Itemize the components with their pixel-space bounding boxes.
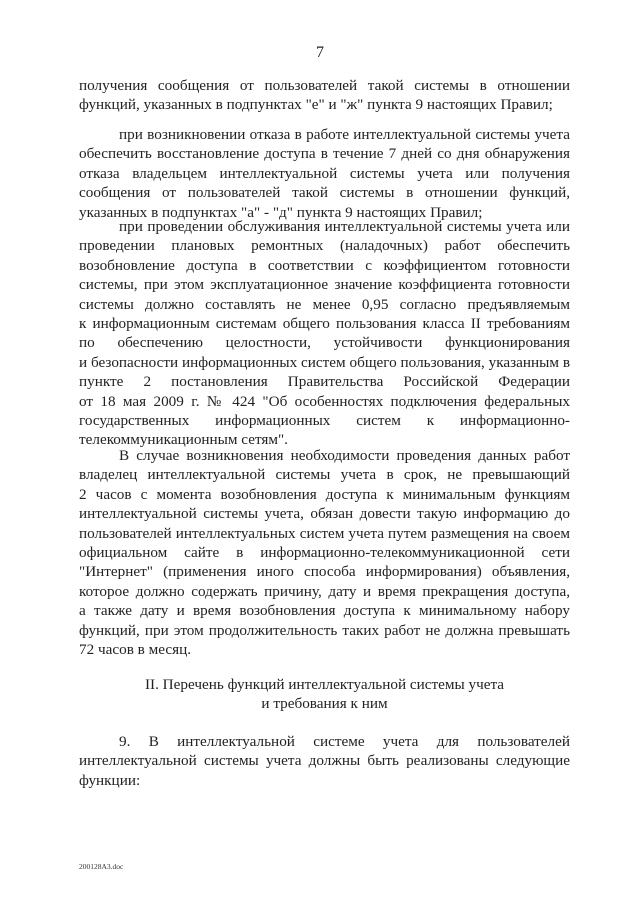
text-line: В случае возникновения необходимости проведения данных работ [119,447,570,464]
heading-line: II. Перечень функций интеллектуальной системы учета [144,676,505,693]
text-line: и безопасности информационных систем общего пользования, указанным в [79,353,570,371]
text-line: при проведении обслуживания интеллектуальной системы учета или [119,218,570,235]
text-line: по обеспечению целостности, устойчивости функционирования [79,334,570,352]
text-line: получения сообщения от пользователей такой системы в отношении [79,77,570,94]
text-line: от 18 мая 2009 г. № 424 "Об особенностях подключения федеральных [79,392,570,410]
text-line: интеллектуальной системы учета, обязан довести такую информацию до [79,505,570,523]
text-line: к информационным системам общего пользования класса II требованиям [79,314,570,332]
text-line: возобновление доступа в соответствии с коэффициентом готовности [79,256,570,274]
page-number: 7 [316,44,324,61]
paragraph-maintenance [79,217,570,450]
text-line: 9. В интеллектуальной системе учета для пользователей [119,733,570,750]
text-line: отказа владельцем интеллектуальной системы учета или получения [79,164,570,182]
text-line: системы, при этом эксплуатационное значение коэффициента готовности [79,276,570,294]
text-line: телекоммуникационным сетям". [79,431,288,449]
text-line: а также дату и время возобновления доступа к минимальному набору [79,602,570,620]
text-line: сообщения от пользователей такой системы в отношении функций, [79,184,570,202]
text-line: 72 часов в месяц. [79,640,192,658]
text-line: системы должно составлять не менее 0,95 согласно предъявляемым [79,295,570,313]
heading-line: и требования к ним [261,695,388,713]
text-line: обеспечить восстановление доступа в течение 7 дней со дня обнаружения [79,145,570,163]
file-code: 200128А3.doc [79,862,124,871]
text-line: функции: [79,771,141,789]
text-line: 2 часов с момента возобновления доступа к минимальным функциям [79,485,570,503]
paragraph-failure-recovery [79,125,570,222]
text-line: государственных информационных систем к информационно- [79,411,570,429]
text-line: функций, указанных в подпунктах "е" и "ж" пункта 9 настоящих Правил; [79,96,553,114]
text-line: "Интернет" (применения иного способа информирования) объявления, [79,563,570,581]
text-line: функций, при этом продолжительность таких работ не должна превышать [79,621,570,639]
text-line: которое должно содержать причину, дату и время прекращения доступа, [79,582,570,600]
text-line: интеллектуальной системы учета должны быть реализованы следующие [79,752,570,770]
text-line: пункте 2 постановления Правительства Российской Федерации [79,373,570,391]
paragraph-notification [79,446,570,659]
text-line: указанных в подпунктах "а" - "д" пункта 9 настоящих Правил; [79,203,483,221]
text-line: проведении плановых ремонтных (наладочных) работ обеспечить [79,237,570,255]
clause-9 [79,732,570,790]
text-line: официальном сайте в информационно-телекоммуникационной сети [79,543,570,561]
text-line: при возникновении отказа в работе интеллектуальной системы учета [119,126,570,143]
section-heading [79,675,570,714]
text-line: владелец интеллектуальной системы учета в срок, не превышающий [79,466,570,484]
text-line: пользователей интеллектуальных систем учета путем размещения на своем [79,524,570,542]
paragraph-continuation [79,76,570,115]
